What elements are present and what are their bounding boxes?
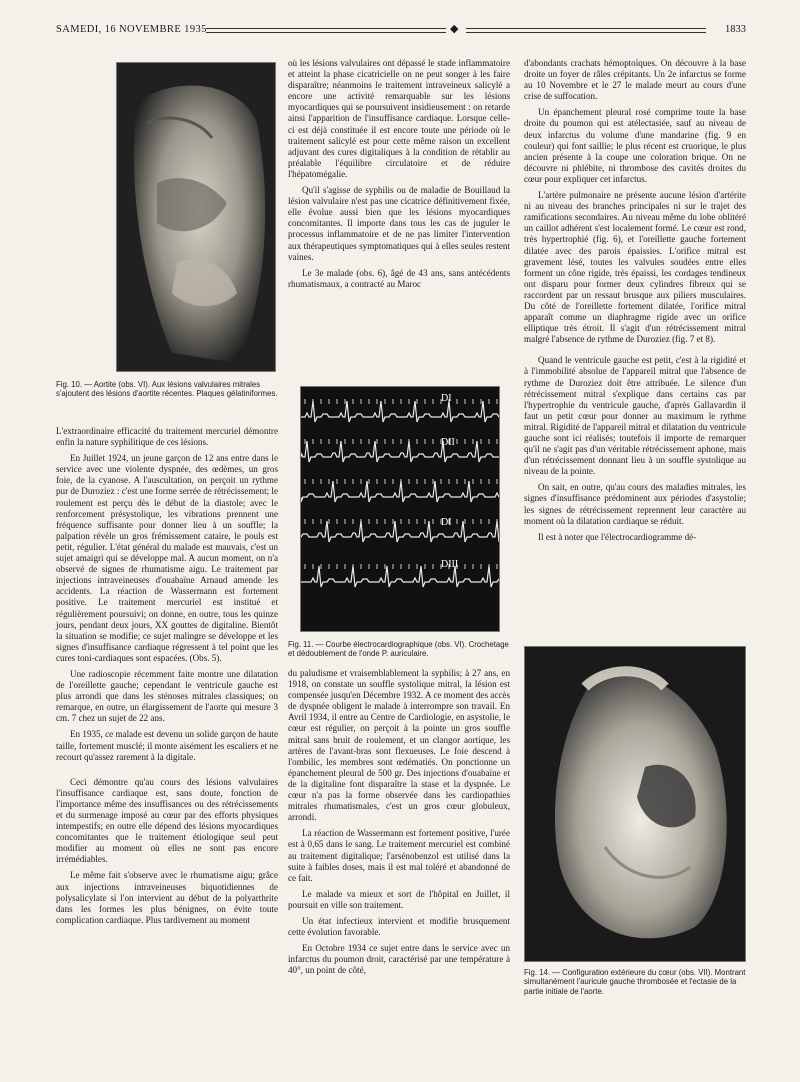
fig11-caption: Fig. 11. — Courbe électrocardiographique (obs. VI). Crochetage et dédoublement de l'onde P. auriculaire. — [288, 640, 509, 659]
col3-paragraph: d'abondants crachats hémoptoïques. On découvre à la base droite un foyer de râles crépitants. Un 2e infarctus se forme au 10 Novembre et le 27 le malade meurt au cours d'une crise de suffocation. — [524, 58, 746, 102]
fig11-ecg-image — [300, 386, 500, 632]
col3-paragraph: L'artère pulmonaire ne présente aucune lésion d'artérite ni au niveau des branches principales ni sur le trajet des ramifications secondaires. Au niveau même du lobe oblitéré un caillot adhérent s'est localement formé. Le cœur est rond, très hypertrophié (fig. 6), et l'oreillette gauche fortement dilatée avec des parois épaissies. L'orifice mitral est gravement lésé, toutes les valvules soudées entre elles forment un cône rigide, très épaissi, les cordages tendineux ont disparu pour former deux cylindres fibreux qui se raccordent par un ressaut brusque aux piliers musculaires. Du côté de l'oreillette fortement dilatée, l'orifice mitral apparaît comme un diaphragme rigide avec un orifice elliptique très étroit. Il s'agit d'un rétrécissement mitral malgré l'absence de rythme de Duroziez (fig. 7 et 8). — [524, 190, 746, 345]
ecg-timing-marks — [305, 399, 497, 404]
col1-paragraph: En 1935, ce malade est devenu un solide garçon de haute taille, fortement musclé; il monte aisément les escaliers et ne recourt qu'assez rarement à la digitale. — [56, 729, 278, 762]
col1-paragraph: Une radioscopie récemment faite montre une dilatation de l'oreillette gauche; cependant le ventricule gauche est plus arrondi que dans les sténoses mitrales classiques; on remarque, en outre, un élargissement de l'aorte qui mesure 3 cm. 7 chez un sujet de 22 ans. — [56, 668, 278, 724]
col3-paragraph: On sait, en outre, qu'au cours des maladies mitrales, les signes d'insuffisance prédominent aux périodes d'asystolie; les signes de rétrécissement reprennent leur caractère au moment où la dilatation cardiaque se réduit. — [524, 482, 746, 526]
column-3 — [524, 58, 746, 548]
col3-paragraph: Un épanchement pleural rosé comprime toute la base droite du poumon qui est atélectasiée, sauf au niveau de deux infarctus du volume d'une mandarine (fig. 9 en couleur) qui font saillie; le plus récent est cruorique, le plus ancien présente à la coupe une coloration brique. On ne découvre ni phlébite, ni thrombose des cavités droites du cœur pour expliquer cet infarctus. — [524, 107, 746, 184]
col2-paragraph: La réaction de Wassermann est fortement positive, l'urée est à 0,65 dans le sang. Le traitement mercuriel est combiné au traitement digitalique; l'arsénobenzol est utilisé dans la suite à faibles doses, mais il est mal toléré et abandonné de ce fait. — [288, 828, 510, 883]
ecg-trace — [301, 521, 499, 542]
ecg-lead-label: DI — [441, 517, 452, 528]
col1-paragraph: L'extraordinaire efficacité du traitement mercuriel démontre enfin la nature syphilitique de ces lésions. — [56, 426, 278, 448]
col2-paragraph: où les lésions valvulaires ont dépassé le stade inflammatoire et atteint la phase cicatricielle on ne peut songer à les faire disparaître; néanmoins le traitement intraveineux salicylé a encore une activité remarquable sur les lésions myocardiques qui se poursuivent insidieusement : on retarde ainsi l'apparition de l'insuffisance cardiaque. Lorsque celle-ci est déjà constituée il est encore toute une période où le traitement salicylé est pour cette même raison un excellent adjuvant des cures digitaliques à la condition de rétablir au préalable l'équilibre circulatoire et de réduire l'hépatomégalie. — [288, 58, 510, 179]
fig14-caption: Fig. 14. — Configuration extérieure du cœur (obs. VII). Montrant simultanément l'auricule gauche thrombosée et l'ectasie de la partie initiale de l'aorte. — [524, 968, 746, 996]
header-date: SAMEDI, 16 NOVEMBRE 1935 — [56, 24, 207, 35]
col2-paragraph: Un état infectieux intervient et modifie brusquement cette évolution favorable. — [288, 915, 510, 938]
ecg-lead-label: DIII — [441, 559, 459, 570]
column-1 — [56, 426, 278, 931]
col3-paragraph: Quand le ventricule gauche est petit, c'est à la rigidité et à l'immobilité absolue de l'appareil mitral que l'absence de rythme de Duroziez doit être attribuée. Le silence d'un rétrécissement mitral s'explique dans certains cas par l'hypertrophie du ventricule gauche, d'après Gallavardin il faut un petit cœur pour donner au maximum le rythme mitral. Rigidité de l'appareil mitral et dilatation du ventricule gauche sont ici réalisés; toutefois il importe de remarquer qu'il ne s'agit pas d'un véritable rétrécissement aphone, mais d'un rétrécissement donnant lieu à un souffle systolique au niveau de la pointe. — [524, 355, 746, 477]
ecg-timing-marks — [305, 564, 497, 569]
column-2-top — [288, 58, 510, 295]
ecg-trace — [301, 481, 499, 502]
col2-paragraph: Le malade va mieux et sort de l'hôpital en Juillet, il poursuit en ville son traitement. — [288, 888, 510, 910]
ecg-trace — [301, 441, 499, 462]
header-diamond-ornament: ◆ — [450, 23, 459, 35]
col1-paragraph: En Juillet 1924, un jeune garçon de 12 ans entre dans le service avec une violente dyspnée, des œdèmes, un gros foie, de la cyanose. A l'auscultation, on perçoit un rythme pur de Duroziez : c'est une forme serrée de rétrécissement; le roulement est perçu dès le début de la diastole; avec le renforcement présystolique, les vibrations prennent une fréquence suffisante pour donner lieu à un souffle; la palpation révèle un gros frémissement cataire, le pouls est petit, régulier. L'état général du malade est mauvais, c'est un sujet amaigri qui se développe mal. A aucun moment, on n'a observé de signes de rhumatisme aigu. Le traitement par injections intraveineuses d'ouabaïne Arnaud amende les accidents. La réaction de Wassermann est fortement positive. Le traitement mercuriel est institué et régulièrement poursuivi; on donne, en outre, tous les quinze jours, pendant deux jours, XX gouttes de digitaline. Bientôt la situation se modifie; ce sujet malingre se développe et les signes d'insuffisance cardiaque régressent à tel point que les cures toni-cardiaques sont espacées. (Obs. 5). — [56, 453, 278, 663]
col2-paragraph: Le 3e malade (obs. 6), âgé de 43 ans, sans antécédents rhumatismaux, a contracté au Maroc — [288, 267, 510, 289]
ecg-timing-marks — [305, 439, 497, 444]
fig10-caption: Fig. 10. — Aortite (obs. VI). Aux lésions valvulaires mitrales s'ajoutent des lésions d'aortite récentes. Plaques gélatiniformes. — [56, 380, 278, 399]
page-header — [56, 24, 746, 40]
header-rule-right — [466, 28, 706, 33]
col1-paragraph: Le même fait s'observe avec le rhumatisme aigu; grâce aux injections intraveineuses biquotidiennes de polysalicylate si l'on intervient au début de la polyarthrite dans les formes les plus bénignes, on évite toute complication cardiaque. Plus tardivement au moment — [56, 870, 278, 925]
page-number: 1833 — [725, 24, 746, 35]
ecg-trace — [301, 401, 499, 422]
header-rule-left — [206, 28, 446, 33]
col3-paragraph: Il est à noter que l'électrocardiogramme dé- — [538, 531, 697, 542]
ecg-timing-marks — [305, 519, 497, 524]
col1-paragraph: Ceci démontre qu'au cours des lésions valvulaires l'insuffisance cardiaque est, sans doute, fonction de l'importance même des insuffisances ou des rétrécissements et du surmenage imposé au cœur par des efforts physiques intempestifs; en outre elle dépend des lésions myocardiques concomitantes que le traitement étiologique seul peut modifier au moment où elles ne sont pas encore irrémédiables. — [56, 776, 278, 865]
col2-paragraph: du paludisme et vraisemblablement la syphilis; à 27 ans, en 1918, on constate un souffle systolique mitral, la lésion est compensée jusqu'en Décembre 1932. A ce moment des accès de dyspnée obligent le malade à interrompre son travail. En Avril 1934, il entre au Centre de Cardiologie, en asystolie, le cœur est régulier, on perçoit à la pointe un gros souffle mitral sans bruit de roulement, et un clangor aortique, les artères de l'avant-bras sont flexueuses. Le foie descend à l'ombilic, les membres sont œdématiés. On ponctionne un épanchement pleural de 500 gr. Des injections d'ouabaïne et de la digitaline font disparaître la stase et la dyspnée. Le cœur n'a pas la forme observée dans les cardiopathies mitrales rhumatismales, c'est un gros cœur globuleux, arrondi. — [288, 668, 510, 823]
ecg-lead-label: DII — [441, 437, 455, 448]
column-2-bottom — [288, 668, 510, 981]
ecg-lead-label: DI — [441, 393, 452, 404]
fig14-heart-photo — [524, 646, 746, 962]
col2-paragraph: En Octobre 1934 ce sujet entre dans le service avec un infarctus du poumon droit, caractérisé par une température à 40°, un point de côté, — [288, 943, 510, 976]
ecg-trace — [301, 566, 499, 587]
fig10-heart-photo — [116, 62, 276, 372]
col2-paragraph: Qu'il s'agisse de syphilis ou de maladie de Bouillaud la lésion valvulaire n'est pas une cicatrice définitivement fixée, elle évolue aussi bien que les lésions myocardiques concomitantes. Il importe dans tous les cas de juguler le processus inflammatoire et de ne pas limiter l'intervention aux thérapeutiques symptomatiques qui à elles seules restent vaines. — [288, 185, 510, 262]
